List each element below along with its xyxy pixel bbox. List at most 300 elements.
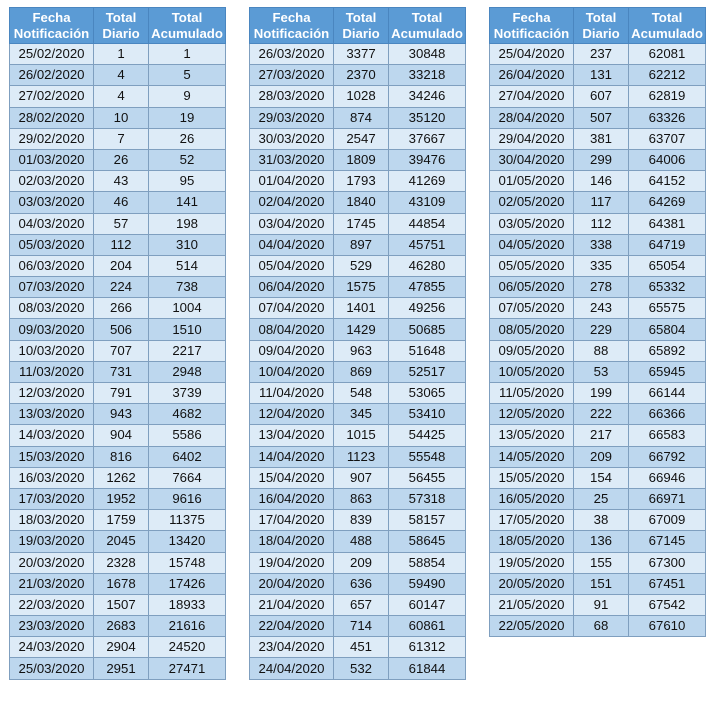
cell-total-diario: 1809	[334, 149, 389, 170]
cell-fecha: 13/03/2020	[10, 404, 94, 425]
cell-fecha: 14/04/2020	[250, 446, 334, 467]
cell-total-diario: 266	[94, 298, 149, 319]
cell-total-diario: 278	[574, 277, 629, 298]
table-row	[250, 44, 466, 65]
table-row	[250, 171, 466, 192]
header-row	[490, 8, 706, 44]
table-row	[10, 171, 226, 192]
table-row	[490, 192, 706, 213]
cell-total-acumulado: 64152	[629, 171, 706, 192]
cell-total-acumulado: 61844	[389, 658, 466, 679]
cell-total-acumulado: 3739	[149, 383, 226, 404]
cell-fecha: 14/05/2020	[490, 446, 574, 467]
cell-total-diario: 209	[334, 552, 389, 573]
cell-total-acumulado: 47855	[389, 277, 466, 298]
table-part-2	[249, 7, 466, 680]
cell-total-diario: 381	[574, 128, 629, 149]
cell-fecha: 30/04/2020	[490, 149, 574, 170]
table-row	[250, 425, 466, 446]
cell-total-acumulado: 738	[149, 277, 226, 298]
cell-total-acumulado: 44854	[389, 213, 466, 234]
cell-total-acumulado: 64381	[629, 213, 706, 234]
cell-total-diario: 68	[574, 616, 629, 637]
cell-fecha: 14/03/2020	[10, 425, 94, 446]
table-row	[10, 255, 226, 276]
table-row	[250, 298, 466, 319]
cell-total-diario: 131	[574, 65, 629, 86]
cell-fecha: 17/04/2020	[250, 510, 334, 531]
cell-total-diario: 874	[334, 107, 389, 128]
cell-total-diario: 548	[334, 383, 389, 404]
table-row	[250, 234, 466, 255]
cell-total-acumulado: 65804	[629, 319, 706, 340]
cell-total-diario: 897	[334, 234, 389, 255]
cell-total-acumulado: 35120	[389, 107, 466, 128]
cell-fecha: 07/04/2020	[250, 298, 334, 319]
cell-total-diario: 1123	[334, 446, 389, 467]
cell-fecha: 19/04/2020	[250, 552, 334, 573]
cell-total-diario: 488	[334, 531, 389, 552]
table-row	[250, 531, 466, 552]
cell-total-diario: 53	[574, 361, 629, 382]
cell-fecha: 05/04/2020	[250, 255, 334, 276]
cell-total-acumulado: 66366	[629, 404, 706, 425]
cell-total-acumulado: 2217	[149, 340, 226, 361]
table-row	[250, 277, 466, 298]
cell-total-diario: 657	[334, 594, 389, 615]
cell-total-acumulado: 310	[149, 234, 226, 255]
cell-fecha: 07/03/2020	[10, 277, 94, 298]
cell-total-diario: 209	[574, 446, 629, 467]
header-row	[250, 8, 466, 44]
cell-total-acumulado: 63707	[629, 128, 706, 149]
table-row	[10, 383, 226, 404]
cell-total-diario: 1401	[334, 298, 389, 319]
table-row	[250, 65, 466, 86]
cell-fecha: 29/04/2020	[490, 128, 574, 149]
cell-total-acumulado: 11375	[149, 510, 226, 531]
cell-fecha: 21/05/2020	[490, 594, 574, 615]
cell-total-diario: 1262	[94, 467, 149, 488]
cell-total-acumulado: 1004	[149, 298, 226, 319]
cell-fecha: 19/05/2020	[490, 552, 574, 573]
cell-total-diario: 816	[94, 446, 149, 467]
table-row	[250, 383, 466, 404]
cell-fecha: 22/04/2020	[250, 616, 334, 637]
cell-total-diario: 2045	[94, 531, 149, 552]
cell-fecha: 01/04/2020	[250, 171, 334, 192]
table-row	[250, 594, 466, 615]
cell-fecha: 09/05/2020	[490, 340, 574, 361]
table-row	[250, 573, 466, 594]
cell-total-acumulado: 66792	[629, 446, 706, 467]
table-row	[490, 531, 706, 552]
cell-total-diario: 117	[574, 192, 629, 213]
cell-fecha: 22/03/2020	[10, 594, 94, 615]
cell-total-diario: 151	[574, 573, 629, 594]
table-row	[490, 552, 706, 573]
cell-total-acumulado: 60861	[389, 616, 466, 637]
cell-total-diario: 91	[574, 594, 629, 615]
cell-total-acumulado: 52	[149, 149, 226, 170]
cell-total-acumulado: 66971	[629, 488, 706, 509]
table-row	[10, 86, 226, 107]
cell-fecha: 09/04/2020	[250, 340, 334, 361]
cell-total-diario: 2370	[334, 65, 389, 86]
cell-fecha: 25/03/2020	[10, 658, 94, 679]
table-row	[250, 658, 466, 679]
cell-total-acumulado: 43109	[389, 192, 466, 213]
cell-fecha: 03/04/2020	[250, 213, 334, 234]
table-row	[490, 171, 706, 192]
cell-total-diario: 57	[94, 213, 149, 234]
cell-fecha: 07/05/2020	[490, 298, 574, 319]
cell-total-diario: 154	[574, 467, 629, 488]
cell-fecha: 06/04/2020	[250, 277, 334, 298]
table-row	[250, 552, 466, 573]
header-total-diario: Total Diario	[334, 8, 389, 44]
table-row	[490, 425, 706, 446]
cell-total-acumulado: 21616	[149, 616, 226, 637]
cell-fecha: 24/04/2020	[250, 658, 334, 679]
cell-total-diario: 2547	[334, 128, 389, 149]
cell-fecha: 18/03/2020	[10, 510, 94, 531]
cell-total-acumulado: 65054	[629, 255, 706, 276]
table-row	[490, 340, 706, 361]
table-row	[10, 425, 226, 446]
cell-fecha: 29/02/2020	[10, 128, 94, 149]
table-row	[10, 361, 226, 382]
cell-total-acumulado: 66583	[629, 425, 706, 446]
cell-fecha: 11/05/2020	[490, 383, 574, 404]
cell-fecha: 13/05/2020	[490, 425, 574, 446]
cell-total-diario: 904	[94, 425, 149, 446]
cell-total-diario: 507	[574, 107, 629, 128]
cell-fecha: 08/04/2020	[250, 319, 334, 340]
cell-fecha: 18/05/2020	[490, 531, 574, 552]
cell-total-diario: 1015	[334, 425, 389, 446]
cell-total-diario: 1793	[334, 171, 389, 192]
header-total-acumulado: Total Acumulado	[629, 8, 706, 44]
cell-total-diario: 204	[94, 255, 149, 276]
cell-fecha: 12/03/2020	[10, 383, 94, 404]
table-row	[250, 404, 466, 425]
cell-total-diario: 1840	[334, 192, 389, 213]
cell-fecha: 23/03/2020	[10, 616, 94, 637]
table-row	[250, 319, 466, 340]
cell-total-diario: 943	[94, 404, 149, 425]
cell-total-acumulado: 67451	[629, 573, 706, 594]
cell-total-diario: 222	[574, 404, 629, 425]
cell-fecha: 28/03/2020	[250, 86, 334, 107]
cell-total-diario: 3377	[334, 44, 389, 65]
table-row	[490, 213, 706, 234]
cell-fecha: 16/03/2020	[10, 467, 94, 488]
cell-fecha: 25/04/2020	[490, 44, 574, 65]
cell-total-acumulado: 62212	[629, 65, 706, 86]
table-row	[10, 65, 226, 86]
cell-total-diario: 963	[334, 340, 389, 361]
cell-total-diario: 607	[574, 86, 629, 107]
cell-fecha: 17/03/2020	[10, 488, 94, 509]
cell-fecha: 17/05/2020	[490, 510, 574, 531]
table-row	[490, 44, 706, 65]
table-row	[10, 44, 226, 65]
cell-fecha: 28/04/2020	[490, 107, 574, 128]
table-row	[490, 65, 706, 86]
table-row	[250, 213, 466, 234]
table-row	[10, 298, 226, 319]
cell-total-diario: 136	[574, 531, 629, 552]
cell-total-acumulado: 58645	[389, 531, 466, 552]
cell-fecha: 13/04/2020	[250, 425, 334, 446]
cell-total-acumulado: 60147	[389, 594, 466, 615]
table-row	[10, 658, 226, 679]
cell-total-diario: 1507	[94, 594, 149, 615]
cell-fecha: 24/03/2020	[10, 637, 94, 658]
cell-fecha: 19/03/2020	[10, 531, 94, 552]
cell-total-acumulado: 52517	[389, 361, 466, 382]
cell-total-acumulado: 41269	[389, 171, 466, 192]
cell-total-acumulado: 66144	[629, 383, 706, 404]
cell-total-diario: 707	[94, 340, 149, 361]
table-row	[10, 213, 226, 234]
cell-total-acumulado: 34246	[389, 86, 466, 107]
cell-total-diario: 1028	[334, 86, 389, 107]
cell-total-acumulado: 141	[149, 192, 226, 213]
table-row	[10, 277, 226, 298]
table-row	[250, 86, 466, 107]
cell-total-acumulado: 65575	[629, 298, 706, 319]
cell-total-diario: 46	[94, 192, 149, 213]
cell-fecha: 10/04/2020	[250, 361, 334, 382]
cell-total-diario: 26	[94, 149, 149, 170]
table-part-3	[489, 7, 706, 637]
cell-total-diario: 636	[334, 573, 389, 594]
cell-total-diario: 1952	[94, 488, 149, 509]
table-row	[10, 107, 226, 128]
cell-total-diario: 199	[574, 383, 629, 404]
table-row	[250, 128, 466, 149]
cell-total-acumulado: 58854	[389, 552, 466, 573]
header-fecha: Fecha Notificación	[250, 8, 334, 44]
cell-fecha: 26/04/2020	[490, 65, 574, 86]
cell-total-acumulado: 18933	[149, 594, 226, 615]
cell-fecha: 20/03/2020	[10, 552, 94, 573]
cell-total-acumulado: 1	[149, 44, 226, 65]
table-row	[490, 149, 706, 170]
cell-total-acumulado: 53410	[389, 404, 466, 425]
table-row	[250, 149, 466, 170]
cell-total-diario: 1678	[94, 573, 149, 594]
table-row	[10, 128, 226, 149]
cell-total-acumulado: 64719	[629, 234, 706, 255]
cell-fecha: 23/04/2020	[250, 637, 334, 658]
table-row	[250, 192, 466, 213]
table-row	[490, 446, 706, 467]
cell-total-acumulado: 65945	[629, 361, 706, 382]
cell-total-acumulado: 66946	[629, 467, 706, 488]
cell-total-diario: 38	[574, 510, 629, 531]
cell-total-acumulado: 9	[149, 86, 226, 107]
table-row	[490, 594, 706, 615]
cell-total-diario: 335	[574, 255, 629, 276]
cell-total-diario: 1	[94, 44, 149, 65]
cell-fecha: 26/03/2020	[250, 44, 334, 65]
table-row	[490, 128, 706, 149]
table-row	[250, 616, 466, 637]
table-row	[10, 319, 226, 340]
cell-total-diario: 229	[574, 319, 629, 340]
cell-total-diario: 2904	[94, 637, 149, 658]
cell-total-acumulado: 30848	[389, 44, 466, 65]
table-row	[10, 510, 226, 531]
cell-total-diario: 451	[334, 637, 389, 658]
cell-total-acumulado: 59490	[389, 573, 466, 594]
cell-total-diario: 10	[94, 107, 149, 128]
cell-total-acumulado: 65332	[629, 277, 706, 298]
cell-total-acumulado: 51648	[389, 340, 466, 361]
table-row	[10, 552, 226, 573]
cell-fecha: 12/05/2020	[490, 404, 574, 425]
table-row	[490, 488, 706, 509]
cell-total-acumulado: 37667	[389, 128, 466, 149]
cell-total-diario: 532	[334, 658, 389, 679]
cell-fecha: 16/05/2020	[490, 488, 574, 509]
table-row	[250, 361, 466, 382]
cell-total-acumulado: 5	[149, 65, 226, 86]
cell-total-diario: 7	[94, 128, 149, 149]
cell-fecha: 04/04/2020	[250, 234, 334, 255]
cell-total-acumulado: 9616	[149, 488, 226, 509]
cell-total-diario: 243	[574, 298, 629, 319]
cell-fecha: 27/04/2020	[490, 86, 574, 107]
table-row	[10, 531, 226, 552]
cell-fecha: 03/05/2020	[490, 213, 574, 234]
cell-total-acumulado: 24520	[149, 637, 226, 658]
table-row	[250, 510, 466, 531]
table-row	[10, 340, 226, 361]
cell-fecha: 27/02/2020	[10, 86, 94, 107]
table-row	[250, 255, 466, 276]
cell-fecha: 30/03/2020	[250, 128, 334, 149]
cell-fecha: 02/03/2020	[10, 171, 94, 192]
cell-fecha: 04/03/2020	[10, 213, 94, 234]
table-row	[250, 637, 466, 658]
cell-total-diario: 731	[94, 361, 149, 382]
cell-fecha: 20/04/2020	[250, 573, 334, 594]
table-row	[10, 404, 226, 425]
table-row	[490, 404, 706, 425]
cell-total-diario: 43	[94, 171, 149, 192]
table-row	[250, 340, 466, 361]
cell-total-acumulado: 63326	[629, 107, 706, 128]
cell-total-acumulado: 54425	[389, 425, 466, 446]
cell-total-acumulado: 64269	[629, 192, 706, 213]
cell-total-diario: 506	[94, 319, 149, 340]
cell-total-acumulado: 56455	[389, 467, 466, 488]
cell-fecha: 10/03/2020	[10, 340, 94, 361]
cell-fecha: 15/04/2020	[250, 467, 334, 488]
cell-fecha: 05/03/2020	[10, 234, 94, 255]
cell-fecha: 02/04/2020	[250, 192, 334, 213]
cell-fecha: 28/02/2020	[10, 107, 94, 128]
cell-total-diario: 224	[94, 277, 149, 298]
table-row	[10, 594, 226, 615]
cell-total-diario: 299	[574, 149, 629, 170]
cell-total-diario: 863	[334, 488, 389, 509]
table-row	[490, 361, 706, 382]
cell-total-diario: 237	[574, 44, 629, 65]
table-row	[490, 277, 706, 298]
table-row	[490, 383, 706, 404]
table-row	[10, 616, 226, 637]
cell-total-acumulado: 5586	[149, 425, 226, 446]
cell-total-acumulado: 58157	[389, 510, 466, 531]
cell-total-diario: 112	[94, 234, 149, 255]
cell-fecha: 01/03/2020	[10, 149, 94, 170]
table-row	[10, 488, 226, 509]
table-row	[490, 319, 706, 340]
cell-fecha: 15/05/2020	[490, 467, 574, 488]
cell-total-acumulado: 50685	[389, 319, 466, 340]
cell-total-acumulado: 198	[149, 213, 226, 234]
cell-total-acumulado: 27471	[149, 658, 226, 679]
cell-total-acumulado: 67300	[629, 552, 706, 573]
cell-total-diario: 869	[334, 361, 389, 382]
table-row	[250, 107, 466, 128]
cell-total-acumulado: 67610	[629, 616, 706, 637]
header-total-acumulado: Total Acumulado	[149, 8, 226, 44]
cell-total-acumulado: 4682	[149, 404, 226, 425]
cell-total-diario: 1759	[94, 510, 149, 531]
cell-fecha: 21/03/2020	[10, 573, 94, 594]
cell-total-diario: 25	[574, 488, 629, 509]
cell-total-acumulado: 33218	[389, 65, 466, 86]
header-fecha: Fecha Notificación	[490, 8, 574, 44]
header-total-diario: Total Diario	[94, 8, 149, 44]
cell-total-diario: 146	[574, 171, 629, 192]
table-row	[490, 107, 706, 128]
cell-fecha: 25/02/2020	[10, 44, 94, 65]
cell-total-acumulado: 26	[149, 128, 226, 149]
cell-total-diario: 155	[574, 552, 629, 573]
cell-total-acumulado: 514	[149, 255, 226, 276]
cell-total-diario: 4	[94, 65, 149, 86]
cell-fecha: 11/03/2020	[10, 361, 94, 382]
cell-total-diario: 907	[334, 467, 389, 488]
cell-total-diario: 217	[574, 425, 629, 446]
cell-total-diario: 791	[94, 383, 149, 404]
cell-total-acumulado: 13420	[149, 531, 226, 552]
header-fecha: Fecha Notificación	[10, 8, 94, 44]
cell-total-acumulado: 64006	[629, 149, 706, 170]
cell-fecha: 20/05/2020	[490, 573, 574, 594]
cell-total-diario: 338	[574, 234, 629, 255]
cell-total-acumulado: 67145	[629, 531, 706, 552]
cell-fecha: 03/03/2020	[10, 192, 94, 213]
cell-total-diario: 714	[334, 616, 389, 637]
cell-total-acumulado: 45751	[389, 234, 466, 255]
table-row	[250, 467, 466, 488]
cell-total-diario: 1745	[334, 213, 389, 234]
table-row	[490, 298, 706, 319]
cell-fecha: 22/05/2020	[490, 616, 574, 637]
cell-fecha: 06/05/2020	[490, 277, 574, 298]
cell-total-diario: 2683	[94, 616, 149, 637]
cell-total-acumulado: 61312	[389, 637, 466, 658]
cell-fecha: 18/04/2020	[250, 531, 334, 552]
